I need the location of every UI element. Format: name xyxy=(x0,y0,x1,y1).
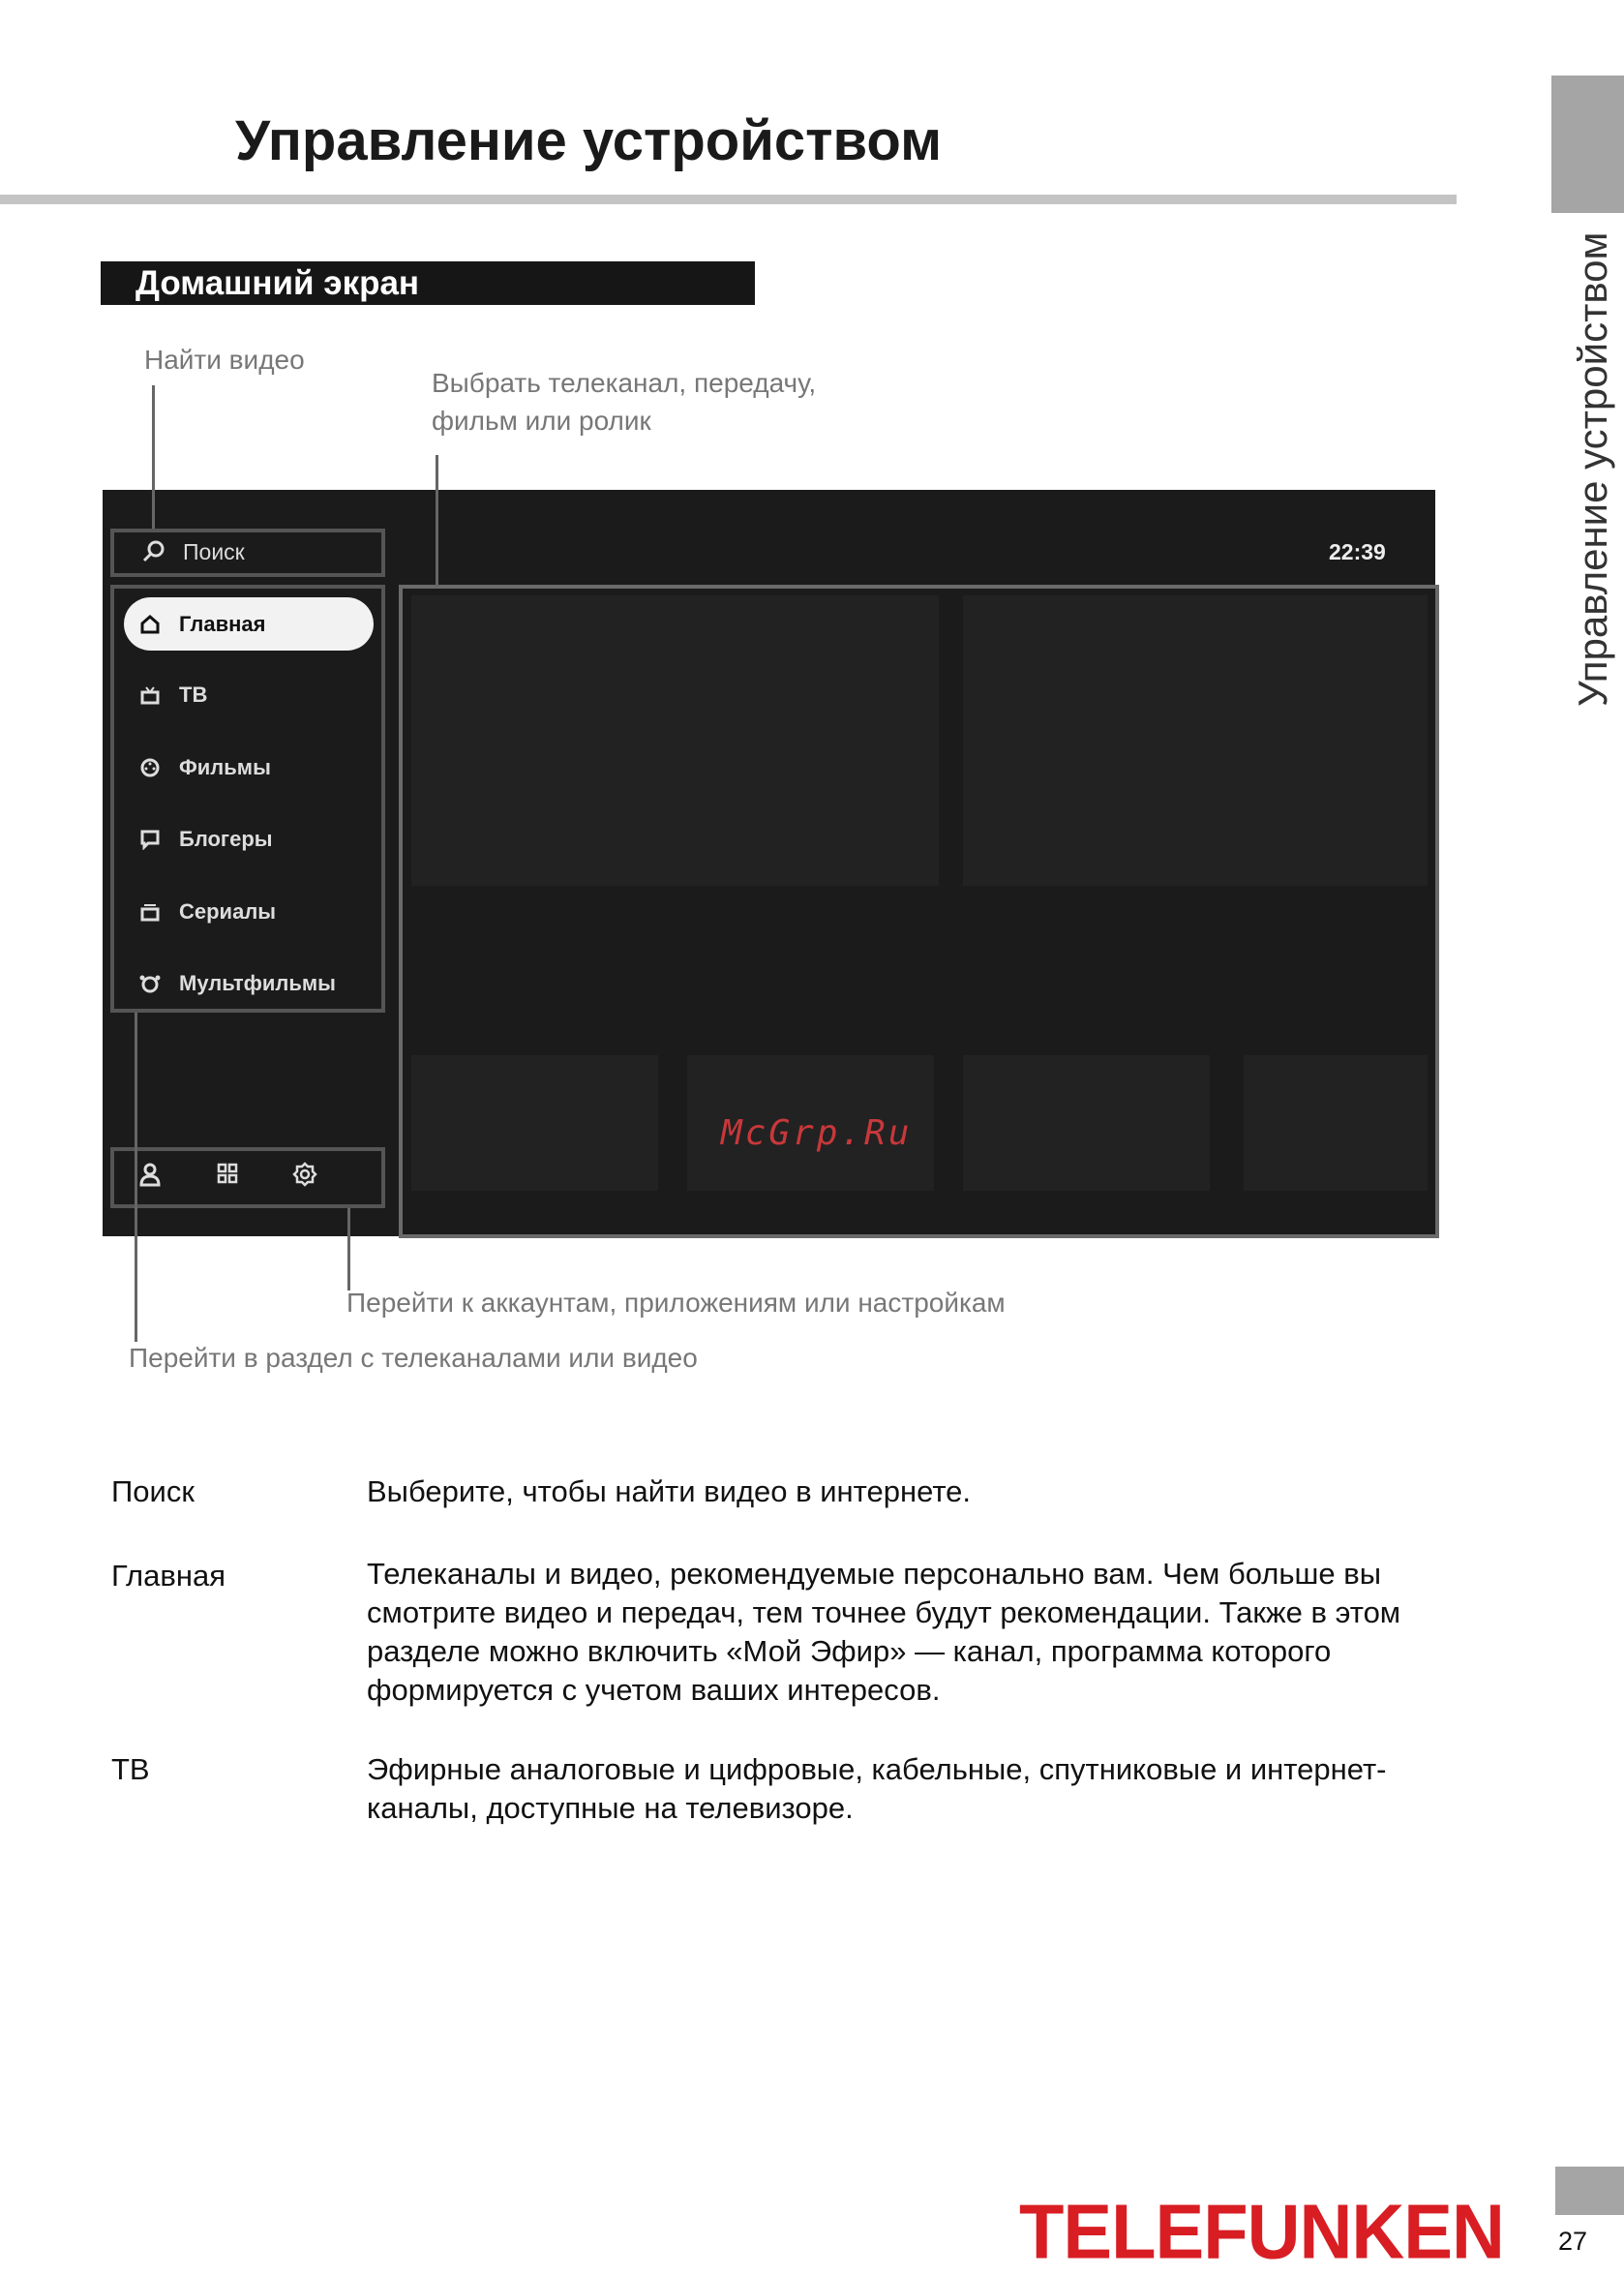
annotation-find-video: Найти видео xyxy=(144,345,305,375)
menu-item-label: Блогеры xyxy=(179,827,273,851)
content-area[interactable] xyxy=(399,585,1439,1238)
definition-description: Выберите, чтобы найти видео в интернете. xyxy=(367,1474,972,1508)
leader-line-find-video xyxy=(152,385,155,529)
home-icon xyxy=(138,613,162,636)
page-number: 27 xyxy=(1558,2227,1588,2256)
account-icon[interactable] xyxy=(138,1162,162,1192)
film-reel-icon xyxy=(138,756,162,779)
cartoon-icon xyxy=(138,972,162,995)
definition-term: Поиск xyxy=(111,1474,195,1508)
header-rule xyxy=(0,195,1457,204)
menu-item-series[interactable] xyxy=(138,896,276,927)
apps-icon[interactable] xyxy=(216,1162,239,1190)
settings-icon[interactable] xyxy=(292,1162,317,1192)
menu-item-films[interactable] xyxy=(138,752,271,783)
menu-item-label: Главная xyxy=(179,612,266,636)
annotation-choose-content-line2: фильм или ролик xyxy=(432,406,651,436)
menu-item-label: Мультфильмы xyxy=(179,971,336,995)
leader-line-bottom xyxy=(347,1208,350,1290)
menu-item-home[interactable] xyxy=(138,609,265,640)
search-icon xyxy=(141,539,166,569)
annotation-go-section: Перейти в раздел с телеканалами или видео xyxy=(129,1343,698,1373)
tv-icon xyxy=(138,683,162,707)
clock: 22:39 xyxy=(1329,539,1386,564)
menu-item-label: Сериалы xyxy=(179,899,277,924)
leader-line-content xyxy=(436,455,438,587)
search-label: Поиск xyxy=(183,539,245,564)
menu-item-tv[interactable] xyxy=(138,680,207,711)
section-title: Домашний экран xyxy=(135,264,420,302)
definition-description: Телеканалы и видео, рекомендуемые персонально вам. Чем больше вы смотрите видео и передач, тем точнее будут рекомендации. Также в этом разделе можно включить «Мой Эфир» — канал, программа которого формируется с учетом ваших интересов. xyxy=(367,1557,1401,1707)
annotation-choose-content-line1: Выбрать телеканал, передачу, xyxy=(432,368,817,398)
page-title: Управление устройством xyxy=(235,109,942,172)
chat-icon xyxy=(138,828,162,851)
definition-term: ТВ xyxy=(111,1752,150,1786)
menu-item-bloggers[interactable] xyxy=(138,824,273,855)
annotation-go-accounts: Перейти к аккаунтам, приложениям или настройкам xyxy=(346,1288,1006,1318)
side-tab xyxy=(1551,76,1624,213)
definition-term: Главная xyxy=(111,1559,226,1593)
leader-line-menu xyxy=(135,1013,137,1342)
side-chapter-label: Управление устройством xyxy=(1570,231,1615,707)
menu-item-cartoons[interactable] xyxy=(138,968,336,999)
definition-description: Эфирные аналоговые и цифровые, кабельные, спутниковые и интернет-каналы, доступные на телевизоре. xyxy=(367,1752,1387,1825)
page-tab xyxy=(1555,2167,1624,2215)
watermark: McGrp.Ru xyxy=(721,1113,913,1153)
menu-item-label: ТВ xyxy=(179,683,208,707)
series-icon xyxy=(138,900,162,924)
menu-item-label: Фильмы xyxy=(179,755,271,779)
brand-logo: TELEFUNKEN xyxy=(1019,2188,1504,2276)
